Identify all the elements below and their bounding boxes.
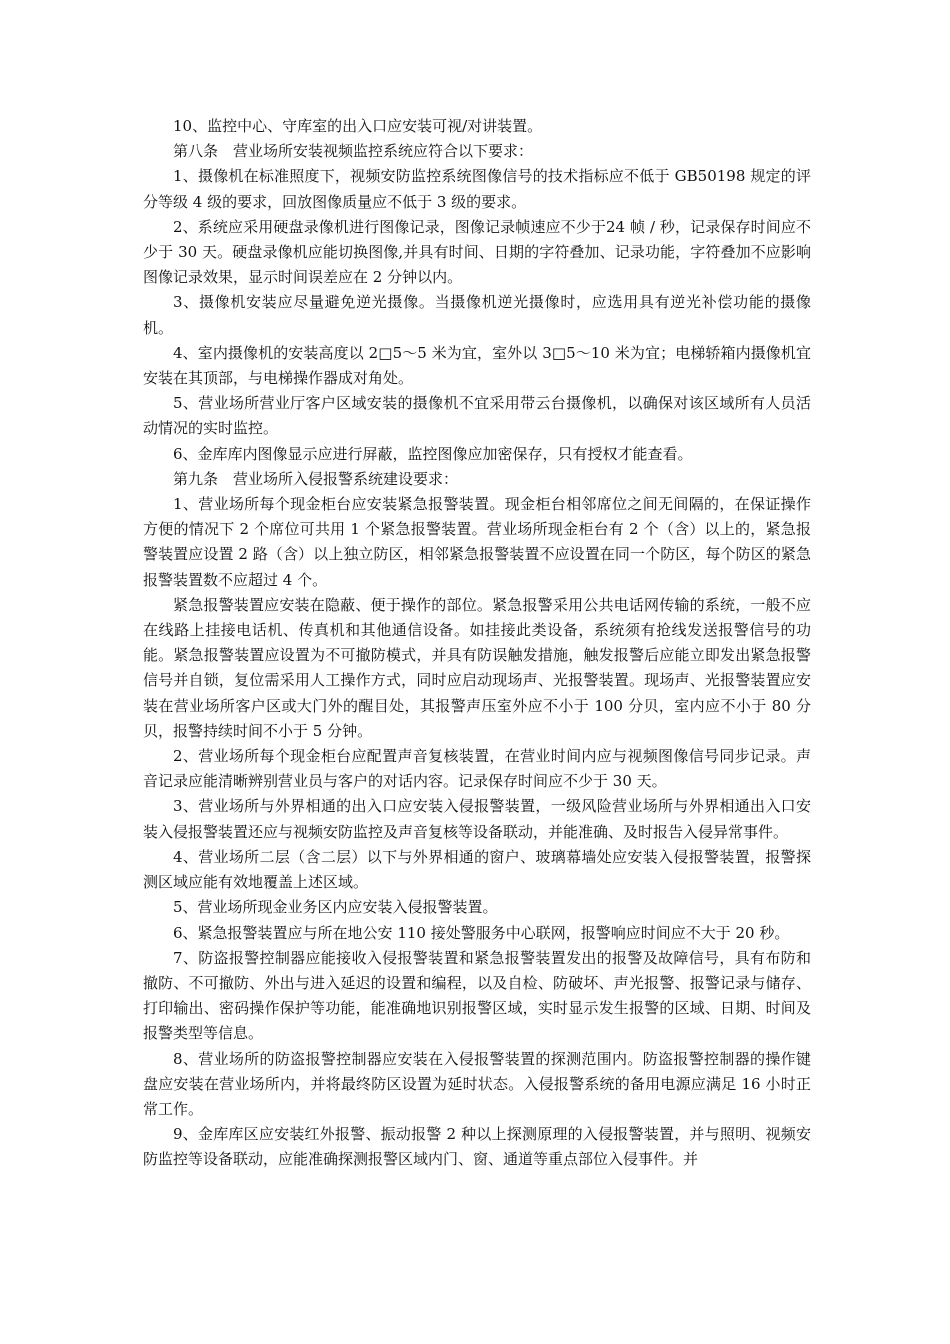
article-9-heading: 第九条 营业场所入侵报警系统建设要求： (173, 469, 459, 488)
paragraph-10-monitoring-intercom: 10、监控中心、守库室的出入口应安装可视/对讲装置。 (173, 117, 543, 135)
article-8-item-4: 4、室内摄像机的安装高度以 2□5～5 米为宜，室外以 3□5～10 米为宜；电梯轿箱内摄像机宜安装在其顶部，与电梯操作器成对角处。 (143, 343, 811, 388)
article-9-item-9: 9、金库库区应安装红外报警、振动报警 2 种以上探测原理的入侵报警装置，并与照明、视频安防监控等设备联动，应能准确探测报警区域内门、窗、通道等重点部位入侵事件。并 (143, 1125, 811, 1169)
article-9-item-2: 2、营业场所每个现金柜台应配置声音复核装置，在营业时间内应与视频图像信号同步记录。声音记录应能清晰辨别营业员与客户的对话内容。记录保存时间应不少于 30 天。 (143, 747, 811, 791)
document-body (143, 114, 811, 1173)
article-9-item-4: 4、营业场所二层（含二层）以下与外界相通的窗户、玻璃幕墙处应安装入侵报警装置，报警探测区域应能有效地覆盖上述区域。 (143, 847, 811, 892)
article-8-heading: 第八条 营业场所安装视频监控系统应符合以下要求： (173, 142, 534, 161)
article-9-item-1-continued: 紧急报警装置应安装在隐蔽、便于操作的部位。紧急报警采用公共电话网传输的系统，一般不应在线路上挂接电话机、传真机和其他通信设备。如挂接此类设备，系统须有抢线发送报警信号的功能。紧急报警装置应设置为不可撤防模式，并具有防误触发措施，触发报警后应能立即发出紧急报警信号并自锁，复位需采用人工操作方式，同时应启动现场声、光报警装置。现场声、光报警装置应安装在营业场所客户区或大门外的醒目处，其报警声压室外应不小于 100 分贝，室内应不小于 80 分贝，报警持续时间不小于 5 分钟。 (143, 595, 811, 740)
article-9-item-8: 8、营业场所的防盗报警控制器应安装在入侵报警装置的探测范围内。防盗报警控制器的操作键盘应安装在营业场所内，并将最终防区设置为延时状态。入侵报警系统的备用电源应满足 16 小时正常工作。 (143, 1049, 811, 1118)
article-9-item-5: 5、营业场所现金业务区内应安装入侵报警装置。 (173, 898, 498, 917)
article-8-item-5: 5、营业场所营业厅客户区域安装的摄像机不宜采用带云台摄像机，以确保对该区域所有人员活动情况的实时监控。 (143, 394, 811, 438)
article-8-item-2: 2、系统应采用硬盘录像机进行图像记录，图像记录帧速应不少于24 帧 / 秒，记录保存时间应不少于 30 天。硬盘录像机应能切换图像,并具有时间、日期的字符叠加、记录功能，字符叠加不应影响图像记录效果，显示时间误差应在 2 分钟以内。 (143, 217, 811, 287)
article-9-item-6: 6、紧急报警装置应与所在地公安 110 接处警服务中心联网，报警响应时间应不大于 20 秒。 (173, 923, 790, 942)
article-9-item-1: 1、营业场所每个现金柜台应安装紧急报警装置。现金柜台相邻席位之间无间隔的，在保证操作方便的情况下 2 个席位可共用 1 个紧急报警装置。营业场所现金柜台有 2 个（含）以上的，紧急报警装置应设置 2 路（含）以上独立防区，相邻紧急报警装置不应设置在同一个防区，每个防区的紧急报警装置数不应超过 4 个。 (143, 495, 811, 589)
article-9-item-3: 3、营业场所与外界相通的出入口应安装入侵报警装置，一级风险营业场所与外界相通出入口安装入侵报警装置还应与视频安防监控及声音复核等设备联动，并能准确、及时报告入侵异常事件。 (143, 797, 811, 841)
article-9-item-7: 7、防盗报警控制器应能接收入侵报警装置和紧急报警装置发出的报警及故障信号，具有布防和撤防、不可撤防、外出与进入延迟的设置和编程，以及自检、防破坏、声光报警、报警记录与储存、打印输出、密码操作保护等功能，能准确地识别报警区域，实时显示发生报警的区域、日期、时间及报警类型等信息。 (143, 948, 811, 1043)
article-8-item-3: 3、摄像机安装应尽量避免逆光摄像。当摄像机逆光摄像时，应选用具有逆光补偿功能的摄像机。 (143, 293, 811, 337)
article-8-item-6: 6、金库库内图像显示应进行屏蔽，监控图像应加密保存，只有授权才能查看。 (173, 444, 693, 463)
article-8-item-1: 1、摄像机在标准照度下，视频安防监控系统图像信号的技术指标应不低于 GB50198 规定的评分等级 4 级的要求，回放图像质量应不低于 3 级的要求。 (143, 167, 811, 211)
